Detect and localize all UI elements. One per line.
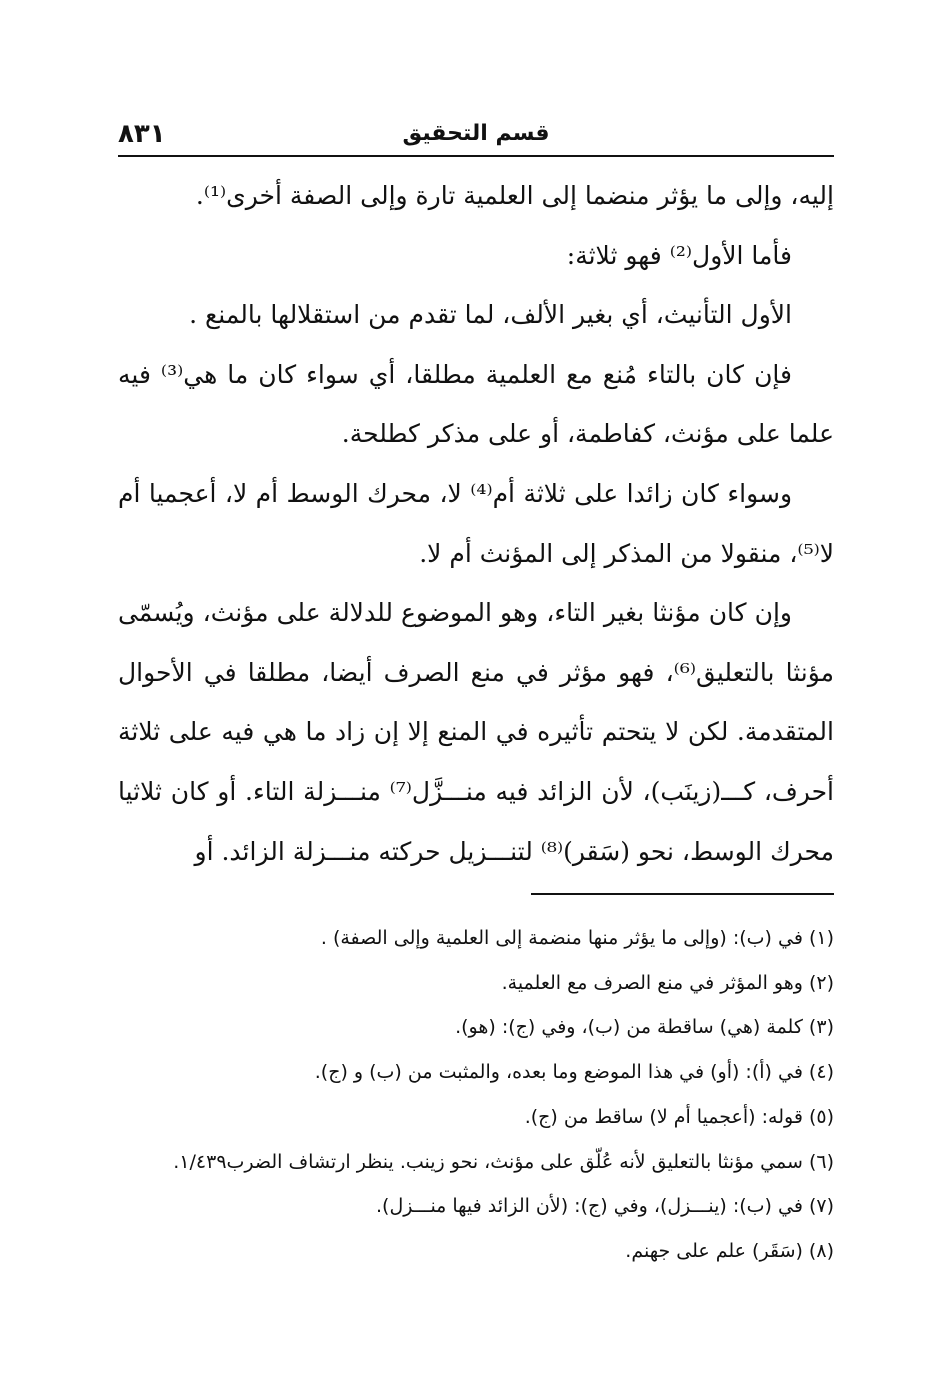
footnote-item: (٨) (سَقَر) علم على جهنم. [625,1239,834,1262]
footnote-separator [531,893,834,895]
footnote-item: (٧) في (ب): (ينـــزل)، وفي (ج): (لأن الزائد فيها منـــزل). [376,1195,834,1218]
section-title: قسم التحقيق [402,121,550,146]
footnote-item: (٣) كلمة (هي) ساقطة من (ب)، وفي (ج): (هو). [455,1016,834,1039]
paragraph: إليه، وإلى ما يؤثر منضما إلى العلمية تارة وإلى الصفة أخرى⁽¹⁾. [195,181,834,210]
footnote-item: (٢) وهو المؤثر في منع الصرف مع العلمية. [501,971,834,994]
footnote-item: (٤) في (أ): (أو) في هذا الموضع وما بعده، والمثبت من (ب) و (ج). [314,1061,834,1084]
footnote-item: (١) في (ب): (وإلى ما يؤثر منها منضمة إلى العلمية وإلى الصفة) . [320,927,834,949]
header-rule [118,155,834,157]
page-number: ٨٣١ [118,119,166,149]
page-header [118,116,834,156]
paragraph: وإن كان مؤنثا بغير التاء، وهو الموضوع للدلالة على مؤنث، ويُسمّى مؤنثا بالتعليق⁽⁶⁾، فهو مؤثر في منع الصرف أيضا، مطلقا في الأحوال المتقدمة. لكن لا يتحتم تأثيره في المنع إلا إن زاد ما هي فيه على ثلاثة أحرف، كـــ(زينَب)، لأن الزائد فيه منـــزَّل⁽⁷⁾ منـــزلة التاء. أو كان ثلاثيا محرك الوسط، نحو (سَقر)⁽⁸⁾ لتنـــزيل حركته منـــزلة الزائد. أو [118,598,835,866]
footnote-item: (٦) سمي مؤنثا بالتعليق لأنه عُلّق على مؤنث، نحو زينب. ينظر ارتشاف الضرب١/٤٣٩. [173,1150,834,1173]
paragraph: فأما الأول⁽²⁾ فهو ثلاثة: [566,240,792,270]
paragraph: وسواء كان زائدا على ثلاثة أم⁽⁴⁾ لا، محرك الوسط أم لا، أعجميا أم لا⁽⁵⁾، منقولا من المذكر إلى المؤنث أم لا. [118,478,834,568]
footnote-item: (٥) قوله: (أعجميا أم لا) ساقط من (ج). [524,1105,834,1128]
footnotes [118,916,834,1274]
paragraph: الأول التأنيث، أي بغير الألف، لما تقدم من استقلالها بالمنع . [189,300,792,330]
paragraph: فإن كان بالتاء مُنع مع العلمية مطلقا، أي سواء كان ما هي⁽³⁾ فيه علما على مؤنث، كفاطمة، أو على مذكر كطلحة. [118,359,834,449]
main-text [118,166,834,881]
